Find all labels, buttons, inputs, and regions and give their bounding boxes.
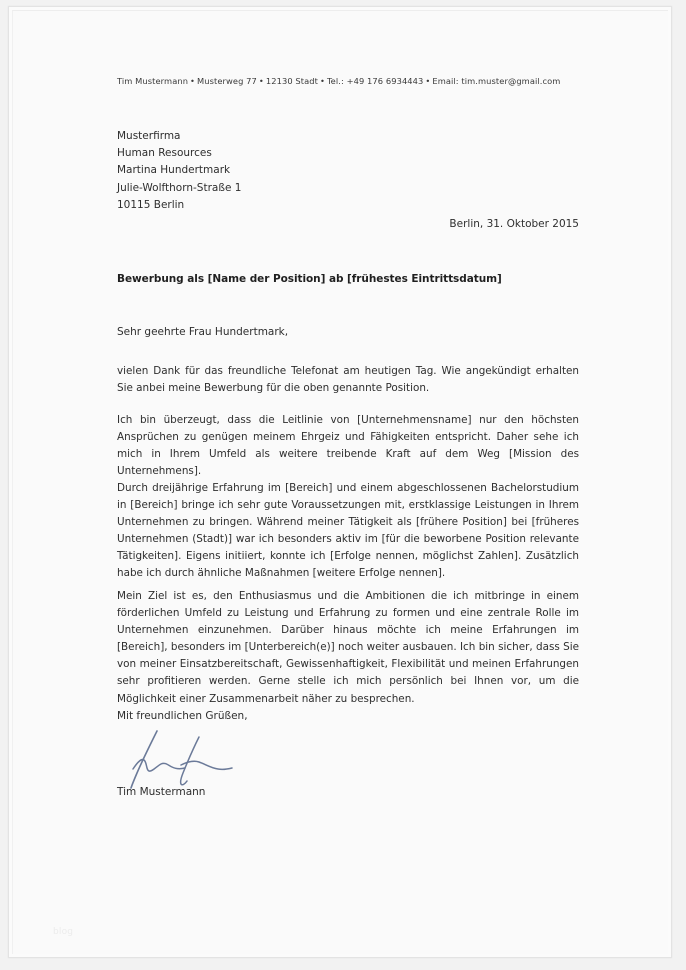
body-paragraph: Mein Ziel ist es, den Enthusiasmus und die Ambitionen die ich mitbringe in einem förderlichen Umfeld zu Leistung und Erfahrung zu formen und eine zentrale Rolle im Unternehmen einzunehmen. Darüber hinaus möchte ich meine Erfahrungen im [Bereich], besonders im [Unterbereich(e)] noch weiter ausbauen. Ich bin sicher, dass Sie von meiner Einsatzbereitschaft, Gewissenhaftigkeit, Flexibilität und meinen Erfahrungen sehr profitieren werden. Gerne stelle ich mich persönlich bei Ihnen vor, um die Möglichkeit einer Zusammenarbeit näher zu besprechen. [117, 590, 579, 705]
recipient-line: Julie-Wolfthorn-Straße 1 [117, 181, 242, 194]
body-paragraph: Ich bin überzeugt, dass die Leitlinie von [Unternehmensname] nur den höchsten Ansprüchen zu genügen meinem Ehrgeiz und Fähigkeiten entspricht. Daher sehe ich mich in Ihrem Umfeld als weitere treibende Kraft auf dem Weg [Mission des Unternehmens]. [117, 414, 579, 478]
sender-separator-3: • [319, 76, 325, 86]
body-paragraph: Durch dreijährige Erfahrung im [Bereich] und einem abgeschlossenen Bachelorstudium in [Bereich] bringe ich sehr gute Voraussetzungen mit, erstklassige Leistungen in Ihrem Unternehmen zu bringen. Während meiner Tätigkeit als [frühere Position] bei [früheres Unternehmen (Stadt)] war ich besonders aktiv im [für die beworbene Position relevante Tätigkeiten]. Eigens initiiert, konnte ich [Erfolge nennen, möglichst Zahlen]. Zusätzlich habe ich durch ähnliche Maßnahmen [weitere Erfolge nennen]. [117, 482, 579, 580]
page-watermark: blog [53, 927, 74, 937]
letter-date: Berlin, 31. Oktober 2015 [449, 218, 579, 230]
letter-subject: Bewerbung als [Name der Position] ab [frühestes Eintrittsdatum] [117, 273, 502, 285]
recipient-line: Martina Hundertmark [117, 164, 231, 177]
sender-name: Tim Mustermann [117, 76, 189, 86]
document-page [8, 6, 672, 958]
letter-closing: Mit freundlichen Grüßen, [117, 710, 248, 722]
letter-salutation: Sehr geehrte Frau Hundertmark, [117, 326, 289, 338]
recipient-line: Human Resources [117, 147, 212, 160]
sender-street: Musterweg 77 [197, 76, 257, 86]
page-sheet [12, 10, 668, 954]
sender-city: 12130 Stadt [265, 76, 318, 86]
recipient-address-block [117, 128, 241, 214]
sender-phone: Tel.: +49 176 6934443 [326, 76, 424, 86]
recipient-line: 10115 Berlin [117, 198, 185, 211]
body-paragraph: vielen Dank für das freundliche Telefonat am heutigen Tag. Wie angekündigt erhalten Sie anbei meine Bewerbung für die oben genannte Position. [117, 365, 579, 395]
handwritten-signature [125, 729, 255, 789]
sender-separator-1: • [190, 76, 196, 86]
recipient-line: Musterfirma [117, 130, 181, 142]
sender-address-line [117, 76, 579, 86]
sender-email: Email: tim.muster@gmail.com [432, 76, 561, 86]
signer-name: Tim Mustermann [117, 786, 206, 798]
sender-separator-2: • [258, 76, 264, 86]
sender-separator-4: • [425, 76, 431, 86]
